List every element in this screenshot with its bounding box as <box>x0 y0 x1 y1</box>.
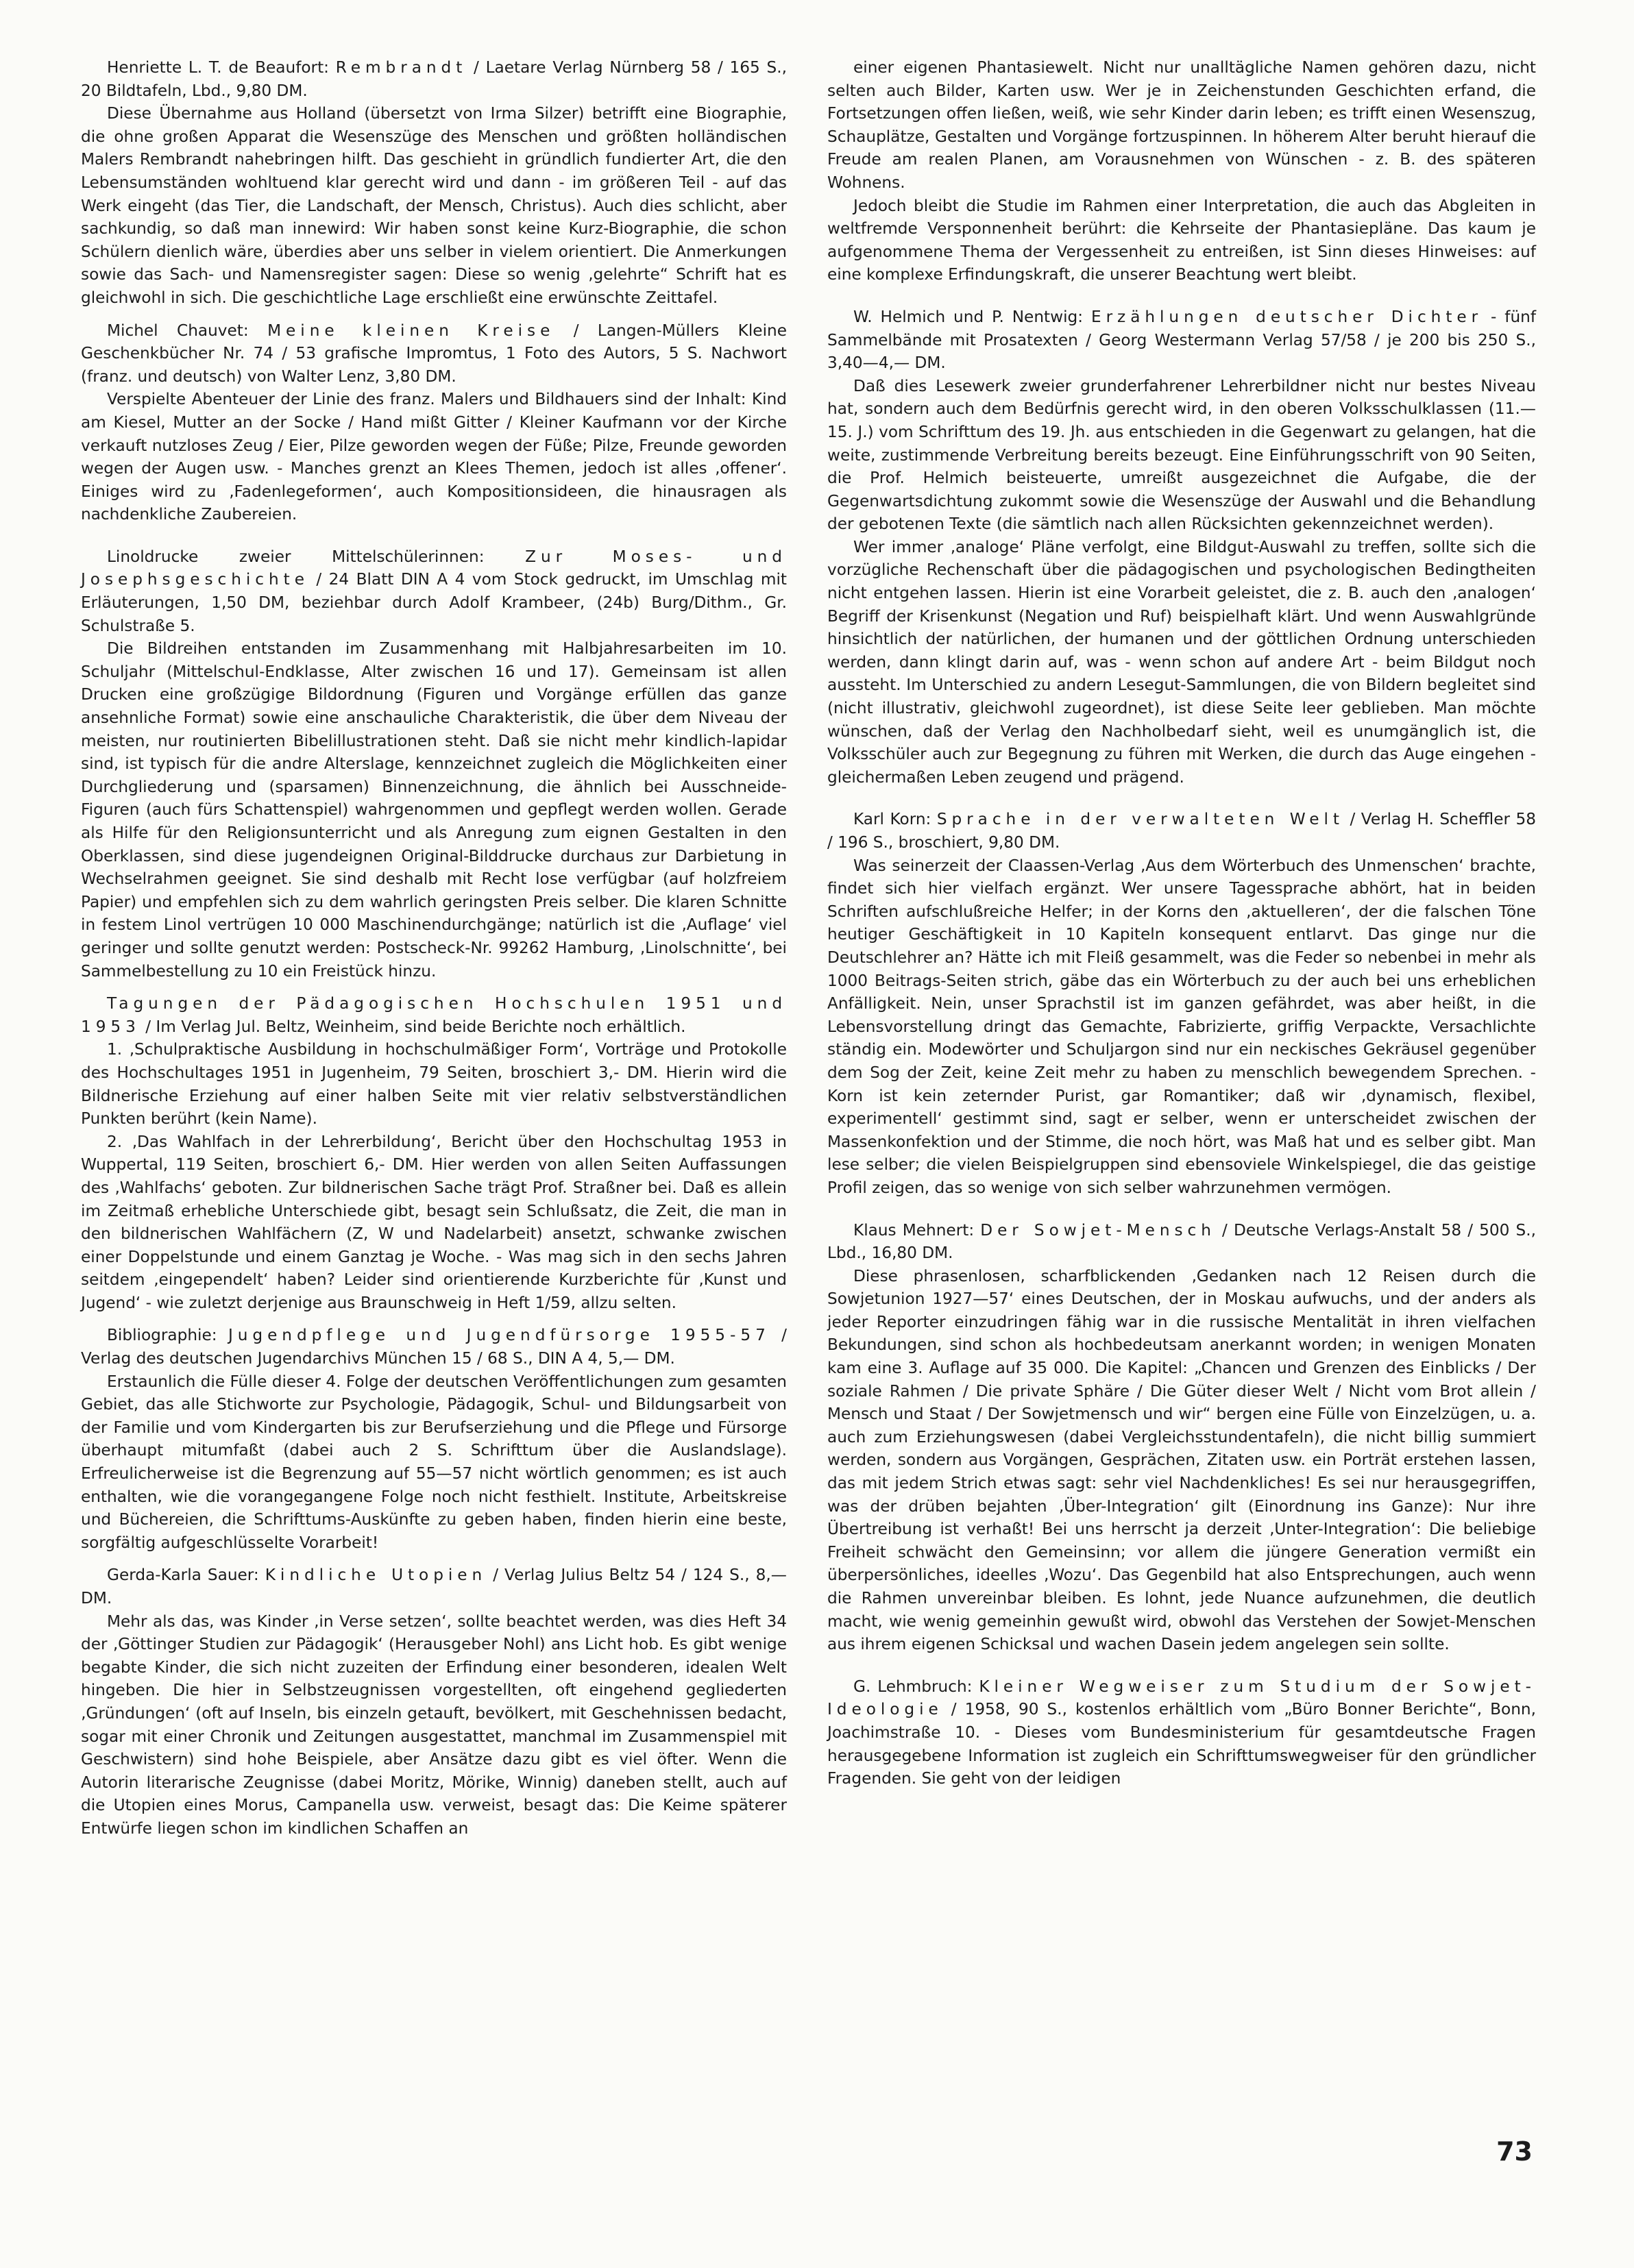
heading-text: / Langen-Müllers Kleine Geschenkbücher Nr. 74 / 53 grafische Impromtus, 1 Foto des Autors, 5 S. Nachwort (franz. und deutsch) von Walter Lenz, 3,80 DM. <box>81 321 787 386</box>
entry-heading <box>81 1564 787 1610</box>
body-paragraph: Mehr als das, was Kinder ‚in Verse setzen‘, sollte beachtet werden, was dies Heft 34 der ‚Göttinger Studien zur Pädagogik‘ (Herausgeber Nohl) ans Licht hob. Es gibt wenige begabte Kinder, die sich nicht zuzeiten der Erfindung einer besonderen, idealen Welt hingeben. Die hier in Selbstzeugnissen vorgestellten, oft eingehend gegliederten ‚Gründungen‘ (oft auf Inseln, bis einzeln getauft, bevölkert, mit Geschehnissen bedacht, sogar mit einer Chronik und Zeitungen ausgestattet, manchmal im Zusammenspiel mit Geschwistern) sind hohe Beispiele, aber Ansätze dazu gibt es viel öfter. Wenn die Autorin literarische Zeugnisse (dabei Moritz, Mörike, Winnig) daneben stellt, auch auf die Utopien eines Morus, Campanella usw. verweist, besagt das: Die Keime späterer Entwürfe liegen schon im kindlichen Schaffen an <box>81 1612 787 1838</box>
entry-heading <box>827 808 1536 854</box>
heading-text: Klaus Mehnert: <box>853 1220 981 1240</box>
book-title: Kleiner Wegweiser zum Studium der Sowjet-Ideologie <box>827 1677 1536 1719</box>
entry-heading <box>81 1324 787 1370</box>
book-title: Zur Moses- und Josephsgeschichte <box>81 547 787 589</box>
right-column <box>827 56 1536 1800</box>
book-title: Tagungen der Pädagogischen Hochschulen 1951 und 1953 <box>81 994 787 1036</box>
body-paragraph: Daß dies Lesewerk zweier grunderfahrener Lehrerbildner nicht nur bestes Niveau hat, sondern auch dem Bedürfnis gerecht wird, in den oberen Volksschulklassen (11.—15. J.) vom Schrifttum des 19. Jh. aus entschieden in die Gegenwart zu gelangen, hat die weite, zustimmende Verbreitung bereits bezeugt. Eine Einführungsschrift von 90 Seiten, die Prof. Helmich beisteuerte, umreißt ausgezeichnet die Aufgabe, die der Gegenwartsdichtung zukommt sowie die Wesenszüge der Auswahl und die Behandlung der gebotenen Texte (die sämtlich nach allen Rücksichten gekennzeichnet werden). <box>827 376 1536 534</box>
body-paragraph: Die Bildreihen entstanden im Zusammenhang mit Halbjahresarbeiten im 10. Schuljahr (Mittelschul-Endklasse, Alter zwischen 16 und 17). Gemeinsam ist allen Drucken eine großzügige Bildordnung (Figuren und Vorgänge erfüllen das ganze ansehnliche Format) sowie eine anschauliche Charakteristik, die über dem Niveau der meisten, nur routinierten Bibelillustrationen steht. Daß sie nicht mehr kindlich-lapidar sind, ist typisch für die andre Alterslage, kennzeichnet zugleich die Möglichkeiten einer Durchgliederung und (sparsamen) Binnenzeichnung, die ähnlich bei Ausschneide-Figuren (auch fürs Schattenspiel) wahrgenommen und gepflegt werden wollen. Gerade als Hilfe für den Religionsunterricht und als Anregung zum eignen Gestalten in den Oberklassen, sind diese jugendeignen Original-Bilddrucke durchaus zur Darbietung in Wechselrahmen geeignet. Sie sind deshalb mit Recht lose verfügbar (auf holzfreiem Papier) und empfehlen sich zu dem wahrlich geringsten Preis selber. Die klaren Schnitte in festem Linol vertrügen 10 000 Maschinendurchgänge; natürlich ist die ‚Auflage‘ viel geringer und sollte genutzt werden: Postscheck-Nr. 99262 Hamburg, ‚Linolschnitte‘, bei Sammelbestellung zu 10 ein Freistück hinzu. <box>81 639 787 981</box>
entry-heading <box>827 1219 1536 1265</box>
review-entry <box>81 1564 787 1840</box>
book-title: Der Sowjet-Mensch <box>980 1220 1216 1240</box>
heading-text: Linoldrucke zweier Mittelschülerinnen: <box>107 547 526 566</box>
book-title: Jugendpflege und Jugendfürsorge 1955-57 <box>228 1326 770 1345</box>
book-title: Rembrandt <box>335 58 467 77</box>
book-title: Erzählungen deutscher Dichter <box>1090 307 1483 326</box>
entry-heading <box>827 306 1536 375</box>
body-paragraph: 1. ‚Schulpraktische Ausbildung in hochschulmäßiger Form‘, Vorträge und Protokolle des Hochschultages 1951 in Jugenheim, 79 Seiten, broschiert 3,- DM. Hierin wird die Bildnerische Erziehung auf einer halben Seite mit vier relativ selbstverständlichen Punkten berührt (kein Name). <box>81 1040 787 1129</box>
page-number: 73 <box>1496 2136 1533 2167</box>
heading-text: / Verlag Julius Beltz 54 / 124 S., 8,— DM. <box>81 1566 787 1607</box>
body-paragraph: Diese phrasenlosen, scharfblickenden ‚Gedanken nach 12 Reisen durch die Sowjetunion 1927—57‘ eines Deutschen, der in Moskau aufwuchs, und der anders als jeder Reporter einzudringen fähig war in die russische Mentalität in ihren vielfachen Bekundungen, sind schon als hochbedeutsam anerkannt worden; in wenigen Monaten kam eine 3. Auflage auf 35 000. Die Kapitel: „Chancen und Grenzen des Einblicks / Der soziale Rahmen / Die private Sphäre / Die Güter dieser Welt / Nicht vom Brot allein / Mensch und Staat / Der Sowjetmensch und wir“ bergen eine Fülle von Einzelzügen, u. a. auch zum Erziehungswesen (dabei Vergleichsstundentafeln), die nicht billig summiert werden, sondern aus Vorgängen, Gesprächen, Zitaten usw. ein Porträt erstehen lassen, das mit jedem Strich etwas sagt: sehr viel Nachdenkliches! Es sei nur herausgegriffen, was der drüben bejahten ‚Über-Integration‘ gilt (Einordnung ins Ganze): Nur ihre Übertreibung ist verhaßt! Bei uns herrscht ja derzeit ‚Unter-Integration‘: Die beliebige Freiheit schwächt den Gemeinsinn; vor allem die jüngere Generation vermißt ein überpersönliches, ideelles ‚Wozu‘. Das Gegenbild hat also Entsprechungen, auch wenn die Rahmen unvereinbar bleiben. Es lohnt, jede Nuance aufzunehmen, die deutlich macht, wie wenig gemeinhin gewußt wird, obwohl das Verstehen der Sowjet-Menschen aus ihrem eigenen Schicksal und wachen Dasein jedem angelegen sein sollte. <box>827 1266 1536 1654</box>
heading-text: / 24 Blatt DIN A 4 vom Stock gedruckt, im Umschlag mit Erläuterungen, 1,50 DM, beziehbar durch Adolf Krambeer, (24b) Burg/Dithm., Gr. Schulstraße 5. <box>81 570 787 635</box>
entry-heading <box>81 319 787 389</box>
heading-text: / Deutsche Verlags-Anstalt 58 / 500 S., Lbd., 16,80 DM. <box>827 1220 1536 1263</box>
review-entry <box>81 992 787 1314</box>
heading-text: Michel Chauvet: <box>107 321 268 340</box>
entry-heading <box>81 545 787 637</box>
body-paragraph: Diese Übernahme aus Holland (übersetzt von Irma Silzer) betrifft eine Biographie, die ohne großen Apparat die Wesenszüge des Menschen und größten holländischen Malers Rembrandt nahebringen hilft. Das geschieht in gründlich fundierter Art, die den Lebensumständen wohltuend klar gerecht wird und dann - im größeren Teil - auf das Werk eingeht (das Tier, die Landschaft, der Mensch, Christus). Auch dies schlicht, aber sachkundig, so daß man innewird: Wir haben sonst keine Kurz-Biographie, die schon Schülern dienlich wäre, überdies aber uns selber in vielem orientiert. Die Anmerkungen sowie das Sach- und Namensregister sagen: Diese so wenig ‚gelehrte“ Schrift hat es gleichwohl in sich. Die geschichtliche Lage erschließt eine erwünschte Zeittafel. <box>81 104 787 307</box>
review-entry <box>827 1219 1536 1656</box>
review-entry <box>827 306 1536 789</box>
left-column <box>81 56 787 1850</box>
entry-heading <box>81 992 787 1038</box>
heading-text: Gerda-Karla Sauer: <box>107 1566 265 1585</box>
review-entry <box>81 319 787 526</box>
review-entry <box>81 56 787 310</box>
entry-heading <box>827 1675 1536 1790</box>
heading-text: - fünf Sammelbände mit Prosatexten / Georg Westermann Verlag 57/58 / je 200 bis 250 S., 3,40—4,— DM. <box>827 307 1536 373</box>
body-paragraph: Was seinerzeit der Claassen-Verlag ‚Aus dem Wörterbuch des Unmenschen‘ brachte, findet sich hier vielfach ergänzt. Wer unsere Tagessprache abhört, hat in beiden Schriften aufschlußreiche Helfer; in der Korns den ‚aktuelleren‘, der die falschen Töne heutiger Geschäftigkeit in 10 Kapiteln konsequent entlarvt. Das ginge nur die Deutschlehrer an? Hätte ich mit Fleiß gesammelt, was die Feder so nebenbei in mehr als 1000 Beitrags-Seiten strich, gäbe das ein Wörterbuch zu der auch bei uns erheblichen Anfälligkeit. Nein, unser Sprachstil ist im ganzen gefährdet, was aber heißt, in die Lebensvorstellung dringt das Gemachte, Fabrizierte, griffig Verpackte, Versachlichte ständig ein. Modewörter und Schuljargon sind nur ein neckisches Gekräusel gegenüber dem Sog der Zeit, keine Zeit mehr zu haben zu menschlich bewegendem Sprechen. - Korn ist kein zeternder Purist, gar Romantiker; daß wir ‚dynamisch, flexibel, experimentell‘ gestimmt sind, sagt er selber, wenn er unterscheidet zwischen der Massenkonfektion und der Stimme, die noch hört, was Maß hat und es selber gibt. Man lese selber; die vielen Beispielgruppen sind ebensoviele Winkelspiegel, die das geistige Profil zeigen, das so wenige von sich selber wahrzunehmen vermögen. <box>827 856 1536 1197</box>
body-paragraph: Wer immer ‚analoge‘ Pläne verfolgt, eine Bildgut-Auswahl zu treffen, sollte sich die vorzügliche Rechenschaft über die pädagogischen und psychologischen Bedingtheiten nicht entgehen lassen. Hierin ist eine Vorarbeit geleistet, die z. B. auch den ‚analogen‘ Begriff der Krisenkunst (Negation und Ruf) beispielhaft klärt. Und wenn Auswahlgründe hinsichtlich der natürlichen, der humanen und der göttlichen Ordnung unterschieden werden, dann klingt darin auf, was - wenn schon auf andere Art - beim Bildgut noch aussteht. Im Unterschied zu andern Lesegut-Sammlungen, die von Bildern begleitet sind (nicht illustrativ, gleichwohl zugeordnet), ist diese Seite leer geblieben. Man möchte wünschen, daß der Verlag den Nachholbedarf sieht, weil es unumgänglich ist, die Volksschüler auch zur Begegnung zu führen mit Werken, die durch das Auge eingehen - gleichermaßen Leben zeugend und prägend. <box>827 537 1536 787</box>
heading-text: / Verlag des deutschen Jugendarchivs München 15 / 68 S., DIN A 4, 5,— DM. <box>81 1326 787 1368</box>
heading-text: Bibliographie: <box>107 1326 228 1345</box>
heading-text: Henriette L. T. de Beaufort: <box>107 58 336 77</box>
heading-text: / Verlag H. Scheffler 58 / 196 S., broschiert, 9,80 DM. <box>827 810 1537 852</box>
heading-text: / 1958, 90 S., kostenlos erhältlich vom „Büro Bonner Berichte“, Bonn, Joachimstraße 10. - Dieses vom Bundesministerium für gesamtdeutsche Fragen herausgegebene Information ist zugleich ein Schrifttumswegweiser für den gründlicher Fragenden. Sie geht von der leidigen <box>827 1700 1536 1788</box>
heading-text: W. Helmich und P. Nentwig: <box>853 307 1091 326</box>
body-paragraph: einer eigenen Phantasiewelt. Nicht nur unalltägliche Namen gehören dazu, nicht selten auch Bilder, Karten usw. Wer je in Zeichenstunden Geschichten erfand, die Fortsetzungen offen ließen, weiß, wie sehr Kinder darin leben; es trifft einen Wesenszug, Schauplätze, Gestalten und Vorgänge fortzuspinnen. In höherem Alter beruht hierauf die Freude am realen Planen, am Vorausnehmen von Wünschen - z. B. des späteren Wohnens. <box>827 58 1536 192</box>
heading-text: / Laetare Verlag Nürnberg 58 / 165 S., 20 Bildtafeln, Lbd., 9,80 DM. <box>81 58 787 100</box>
review-entry <box>827 808 1536 1199</box>
book-title: Kindliche Utopien <box>265 1566 487 1585</box>
body-paragraph: Verspielte Abenteuer der Linie des franz. Malers und Bildhauers sind der Inhalt: Kind am Kiesel, Mutter an der Socke / Hand mißt Gitter / Kleiner Kaufmann vor der Kirche verkauft nutzloses Zeug / Eier, Pilze geworden wegen der Füße; Pilze, Freunde geworden wegen der Augen usw. - Manches grenzt an Klees Themen, jedoch ist alles ‚offener‘. Einiges wird zu ‚Fadenlegeformen‘, auch Kompositionsideen, die hinausragen als nachdenkliche Zaubereien. <box>81 390 787 524</box>
review-entry <box>81 1324 787 1554</box>
heading-text: G. Lehmbruch: <box>853 1677 979 1696</box>
book-title: Sprache in der verwalteten Welt <box>936 810 1344 829</box>
book-title: Meine kleinen Kreise <box>267 321 555 340</box>
body-paragraph: Erstaunlich die Fülle dieser 4. Folge der deutschen Veröffentlichungen zum gesamten Gebiet, das alle Stichworte zur Psychologie, Pädagogik, Schul- und Bildungsarbeit von der Familie und vom Kindergarten bis zur Berufserziehung und die Pflege und Fürsorge überhaupt mitumfaßt (dabei auch 2 S. Schrifttum über die Auslandslage). Erfreulicherweise ist die Begrenzung auf 55—57 nicht wörtlich genommen; es ist auch enthalten, wie die vorangegangene Folge noch nicht festhielt. Institute, Arbeitskreise und Büchereien, die Schrifttums-Auskünfte zu geben haben, finden hierin eine beste, sorgfältig aufgeschlüsselte Vorarbeit! <box>81 1372 787 1552</box>
body-paragraph: 2. ‚Das Wahlfach in der Lehrerbildung‘, Bericht über den Hochschultag 1953 in Wuppertal, 119 Seiten, broschiert 6,- DM. Hier werden von allen Seiten Auffassungen des ‚Wahlfachs‘ geboten. Zur bildnerischen Sache trägt Prof. Straßner bei. Daß es allein im Zeitmaß erhebliche Unterschiede gibt, besagt sein Schlußsatz, die Zeit, die man in den bildnerischen Wahlfächern (Z, W und Nadelarbeit) ansetzt, schwanke zwischen einer Doppelstunde und einem Ganztag je Woche. - Was mag sich in den sechs Jahren seitdem ‚eingependelt‘ haben? Leider sind orientierende Kurzberichte für ‚Kunst und Jugend‘ - wie zuletzt derjenige aus Braunschweig in Heft 1/59, allzu selten. <box>81 1132 787 1312</box>
heading-text: / Im Verlag Jul. Beltz, Weinheim, sind beide Berichte noch erhältlich. <box>140 1017 686 1036</box>
body-paragraph: Jedoch bleibt die Studie im Rahmen einer Interpretation, die auch das Abgleiten in weltfremde Versponnenheit berührt: die Kehrseite der Phantasiepläne. Das kaum je aufgenommene Thema der Vergessenheit zu entreißen, ist Sinn dieses Hinweises: auf eine komplexe Erfindungskraft, die unserer Beachtung wert bleibt. <box>827 196 1536 284</box>
heading-text: Karl Korn: <box>853 810 937 829</box>
review-entry <box>81 545 787 983</box>
review-entry <box>827 56 1536 286</box>
entry-heading <box>81 56 787 102</box>
review-entry <box>827 1675 1536 1790</box>
